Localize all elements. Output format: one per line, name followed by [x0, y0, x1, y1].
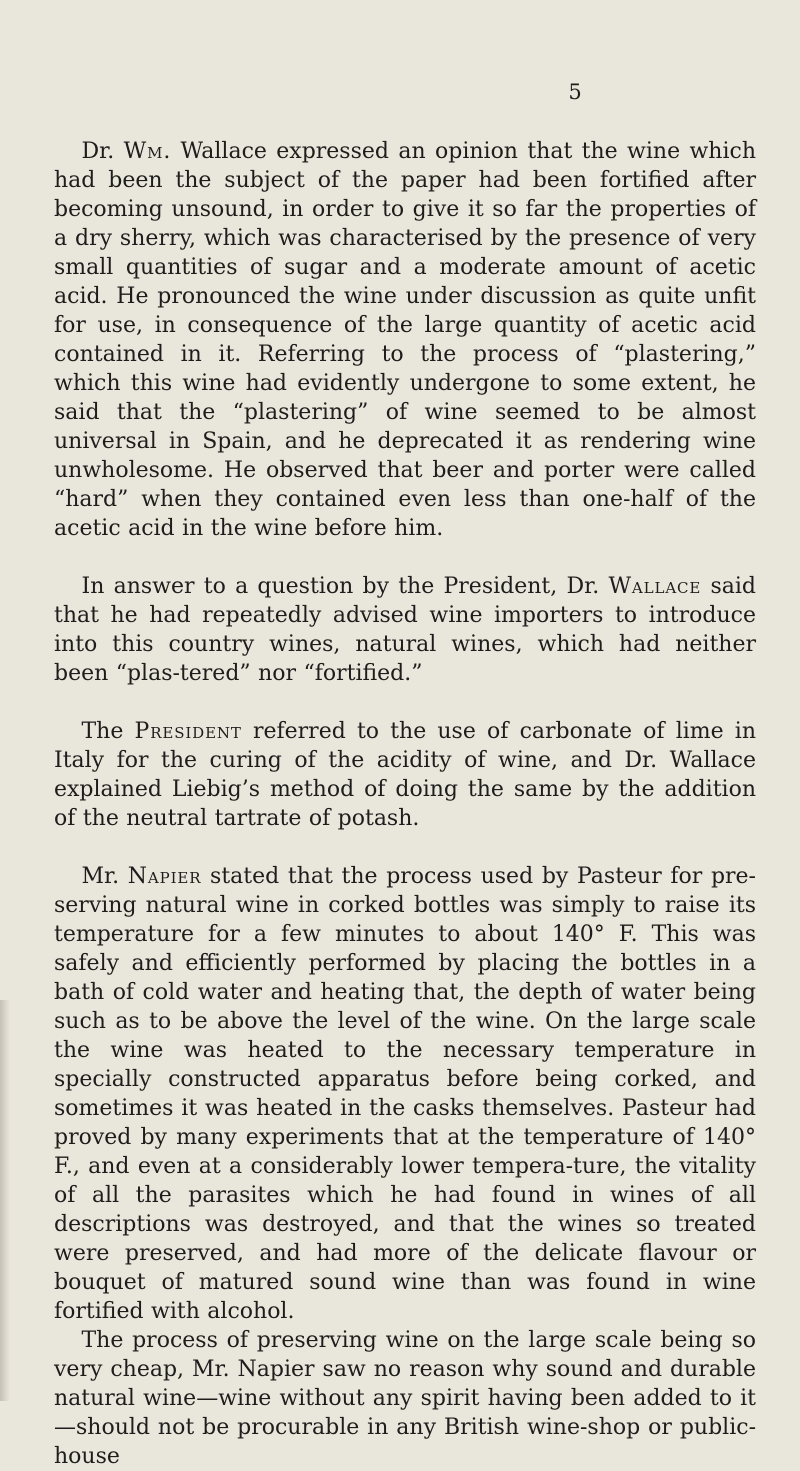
text-run: Dr. [81, 139, 124, 164]
paragraph-president-question [54, 572, 756, 688]
text-run: Mr. [81, 864, 128, 889]
text-run: Wallace expressed an opinion that the wine which had been the subject of the paper had been fortified after becoming unsound, in order to give it so far the properties of a dry sherry, which was characterised by the presence of very small quantities of sugar and a moderate amount of acetic acid. He pronounced the wine under discussion as quite unfit for use, in consequence of the large quantity of acetic acid contained in it. Referring to the process of “plastering,” which this wine had evidently undergone to some extent, he said that the “plastering” of wine seemed to be almost universal in Spain, and he deprecated it as rendering wine unwholesome. He observed that beer and porter were called “hard” when they contained even less than one-half of the acetic acid in the wine before him. [54, 139, 756, 541]
text-run: The process of preserving wine on the large scale being so very cheap, Mr. Napier saw no reason why sound and durable natural wine—wine without any spirit having been added to it—should not be procurable in any British wine-shop or public-house [54, 1328, 756, 1469]
speaker-name: President [134, 719, 242, 744]
paragraph-napier-pasteur [54, 862, 756, 1326]
speaker-name: Wallace [608, 574, 702, 599]
text-run: said that he had repeatedly advised wine importers to introduce into this country wines, natural wines, which had neither been “plas-tered” nor “fortified.” [54, 574, 756, 686]
speaker-name: Wm. [123, 139, 172, 164]
text-run: referred to the use of carbonate of lime in Italy for the curing of the acidity of wine, and Dr. Wallace explained Liebig’s method of doing the same by the addition of the neutral tartrate of potash. [54, 719, 757, 831]
text-run: In answer to a question by the President, Dr. [81, 574, 609, 599]
paragraph-napier-cheap [54, 1326, 756, 1471]
text-run: The [81, 719, 135, 744]
text-run: stated that the process used by Pasteur for pre-serving natural wine in corked bottles was simply to raise its temperature for a few minutes to about 140° F. This was safely and efficiently performed by placing the bottles in a bath of cold water and heating that, the depth of water being such as to be above the level of the wine. On the large scale the wine was heated to the necessary temperature in specially constructed apparatus before being corked, and sometimes it was heated in the casks themselves. Pasteur had proved by many experiments that at the temperature of 140° F., and even at a considerably lower tempera-ture, the vitality of all the parasites which he had found in wines of all descriptions was destroyed, and that the wines so treated were preserved, and had more of the delicate flavour or bouquet of matured sound wine than was found in wine fortified with alcohol. [54, 864, 756, 1324]
page-number: 5 [568, 80, 582, 104]
speaker-name: Napier [127, 864, 202, 889]
body-text [54, 137, 756, 1471]
page-edge-shadow [0, 1000, 10, 1401]
paragraph-wallace-opinion [54, 137, 756, 543]
paragraph-president-lime [54, 717, 756, 833]
